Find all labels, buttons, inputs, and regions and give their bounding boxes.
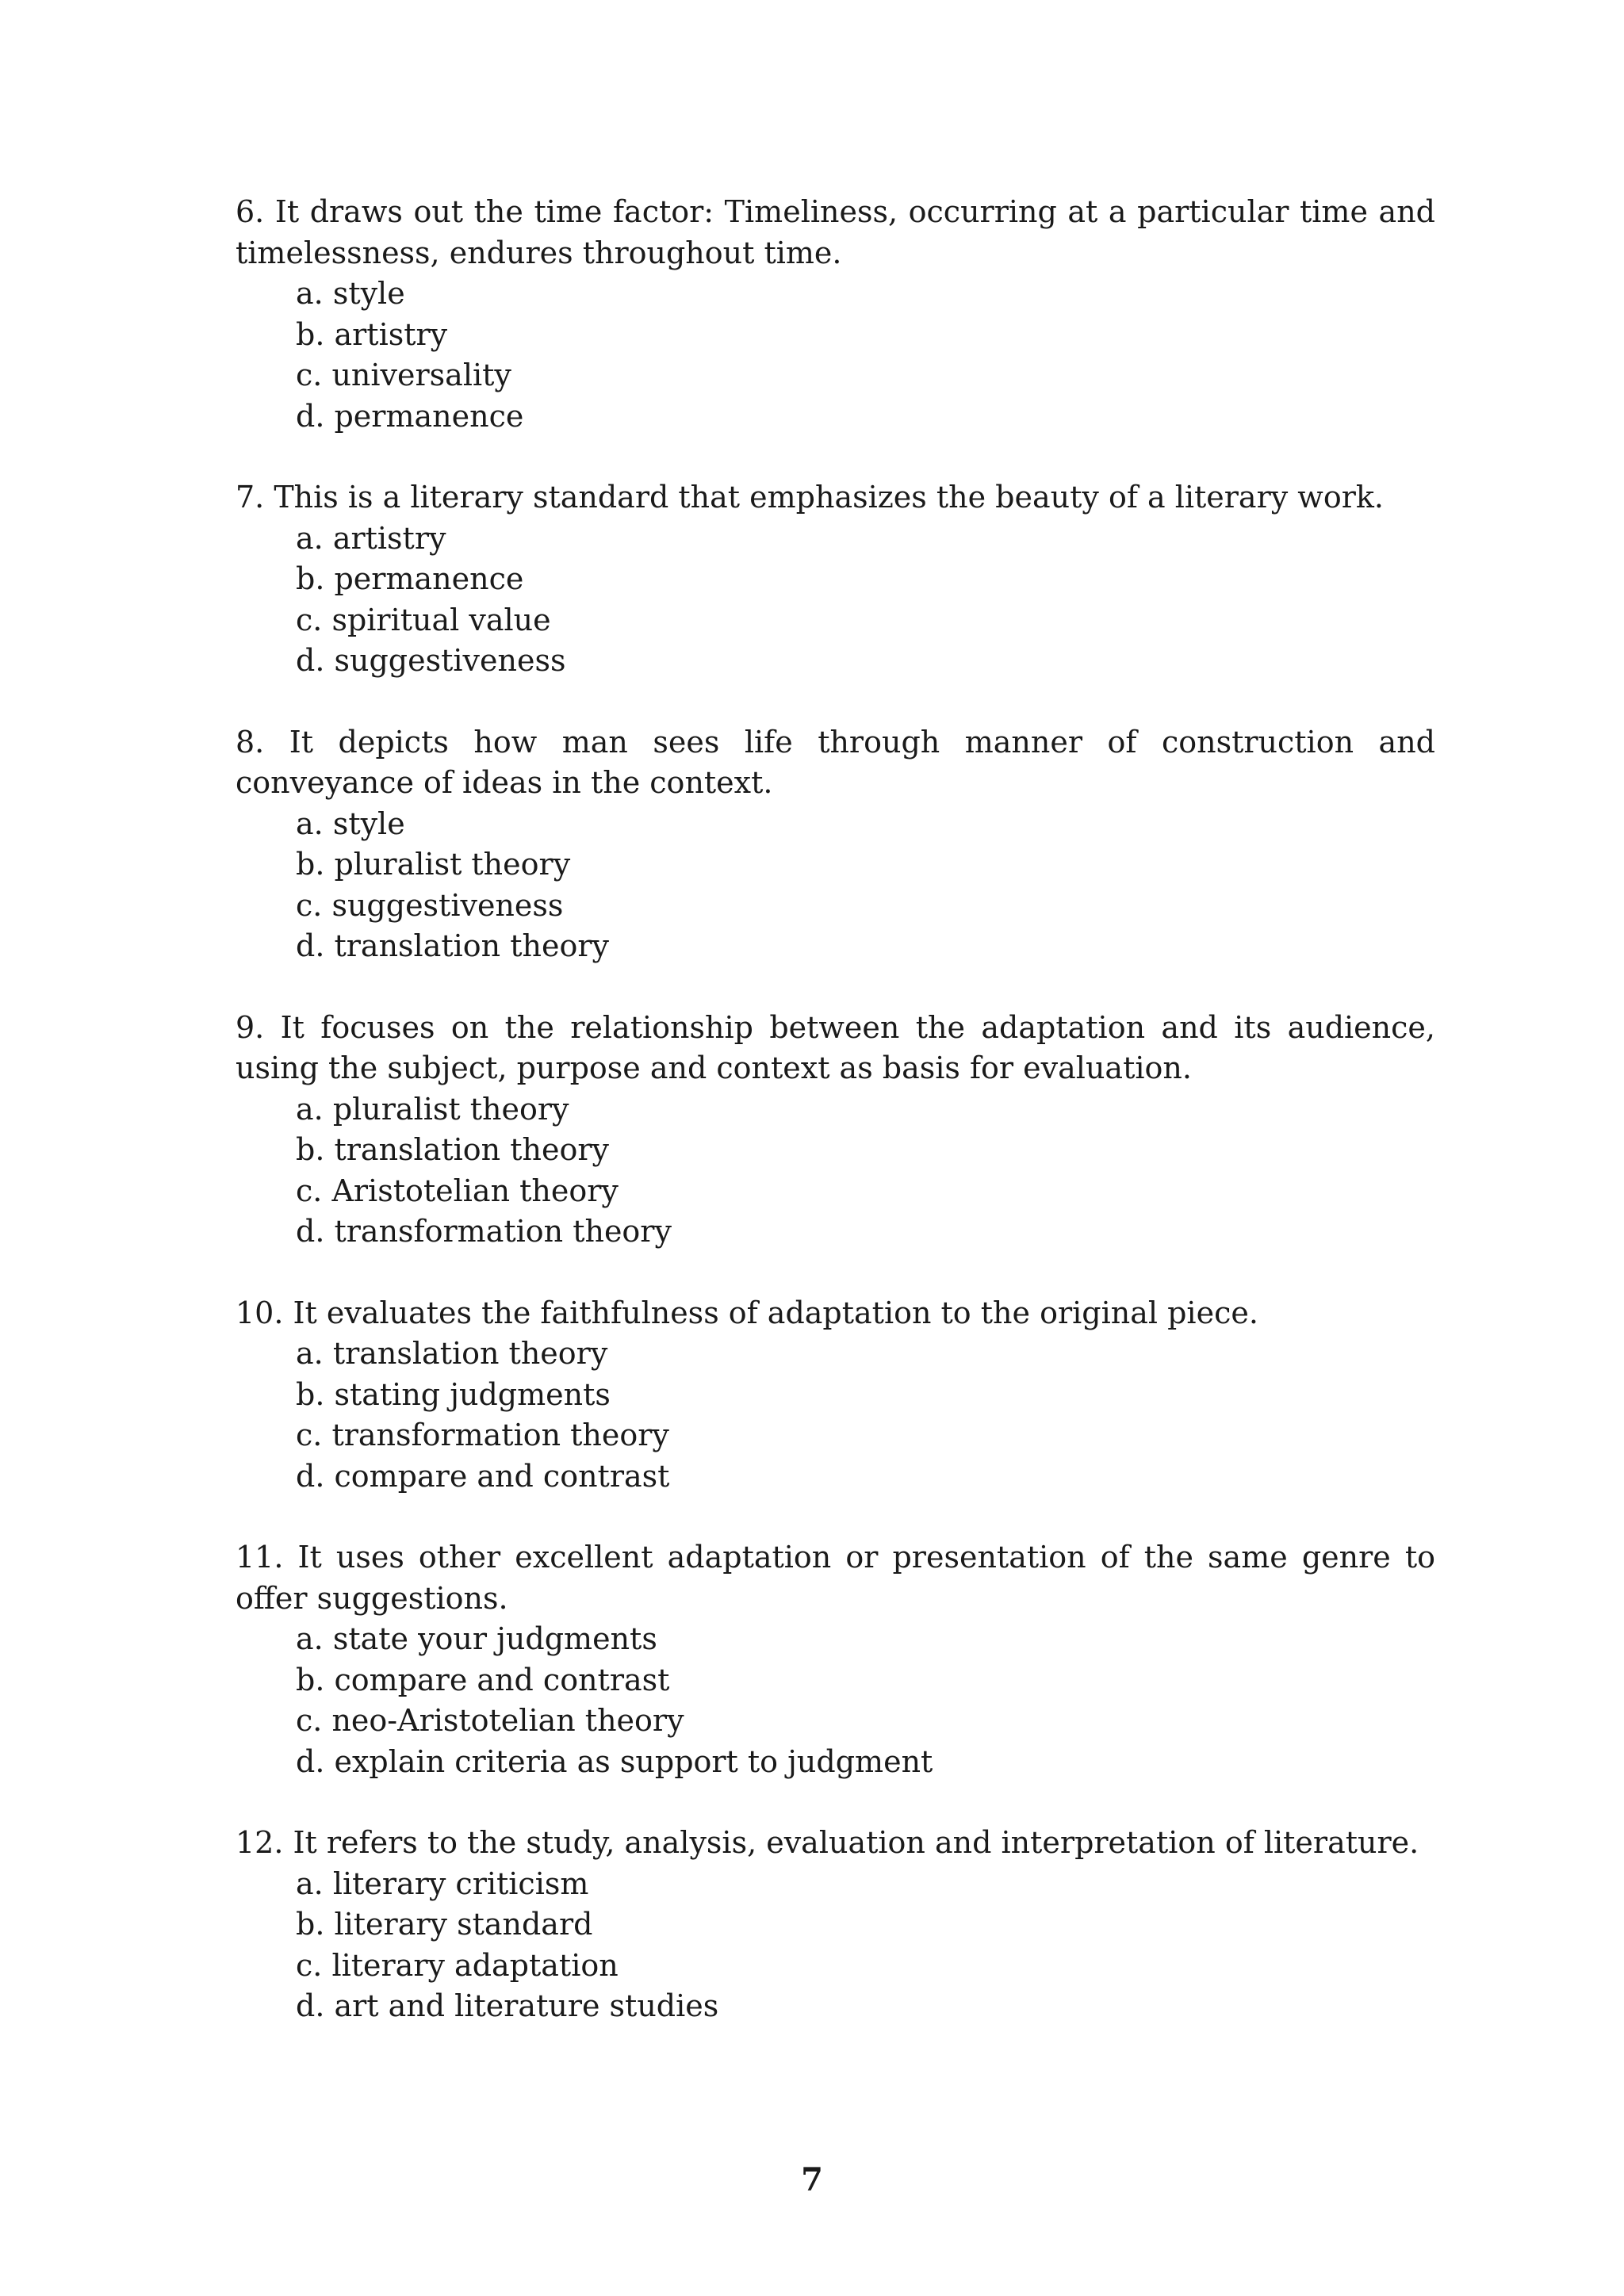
question-7 — [236, 477, 1435, 682]
choice-b: b. artistry — [296, 316, 448, 352]
choice-list — [236, 1864, 1435, 2027]
choice-c: c. universality — [296, 358, 511, 392]
choice-d: d. translation theory — [296, 928, 609, 963]
choice-d: d. permanence — [296, 398, 524, 434]
choice-d: d. explain criteria as support to judgment — [296, 1743, 933, 1779]
choice-c: c. neo-Aristotelian theory — [296, 1703, 684, 1738]
choice-c: c. Aristotelian theory — [296, 1173, 619, 1208]
choice-b: b. pluralist theory — [296, 847, 571, 882]
question-6 — [236, 192, 1435, 437]
question-11 — [236, 1537, 1435, 1782]
choice-a: a. translation theory — [296, 1336, 608, 1371]
choice-d: d. compare and contrast — [296, 1458, 670, 1494]
choice-c: c. literary adaptation — [296, 1947, 619, 1983]
question-8 — [236, 722, 1435, 967]
choice-list — [236, 1619, 1435, 1782]
choice-b: b. literary standard — [296, 1907, 593, 1942]
choice-c: c. suggestiveness — [296, 887, 564, 923]
choice-list — [236, 519, 1435, 682]
choice-b: b. compare and contrast — [296, 1662, 670, 1697]
choice-b: b. stating judgments — [296, 1376, 611, 1412]
choice-a: a. literary criticism — [296, 1866, 589, 1901]
question-12 — [236, 1823, 1435, 2027]
question-stem: 6. It draws out the time factor: Timeliness, occurring at a particular time and timelessness, endures throughout time. — [236, 194, 1435, 270]
choice-list — [236, 1089, 1435, 1253]
choice-list — [236, 804, 1435, 967]
choice-a: a. artistry — [296, 520, 446, 556]
choice-d: d. suggestiveness — [296, 643, 566, 678]
question-list — [236, 192, 1435, 2068]
choice-c: c. transformation theory — [296, 1418, 669, 1452]
choice-list — [236, 274, 1435, 437]
choice-a: a. style — [296, 806, 405, 841]
question-stem: 8. It depicts how man sees life through manner of construction and conveyance of ideas in the context. — [236, 724, 1435, 800]
question-stem: 9. It focuses on the relationship between the adaptation and its audience, using the subject, purpose and context as basis for evaluation. — [236, 1009, 1435, 1085]
choice-a: a. state your judgments — [296, 1621, 657, 1656]
choice-a: a. style — [296, 276, 405, 311]
choice-c: c. spiritual value — [296, 602, 551, 637]
choice-list — [236, 1334, 1435, 1497]
choice-a: a. pluralist theory — [296, 1091, 569, 1127]
choice-d: d. transformation theory — [296, 1214, 672, 1249]
page-number: 7 — [801, 2161, 823, 2198]
choice-b: b. translation theory — [296, 1132, 609, 1167]
question-stem: 10. It evaluates the faithfulness of adaptation to the original piece. — [236, 1295, 1258, 1330]
question-10 — [236, 1293, 1435, 1498]
question-9 — [236, 1008, 1435, 1253]
question-stem: 12. It refers to the study, analysis, evaluation and interpretation of literature. — [236, 1825, 1419, 1860]
choice-d: d. art and literature studies — [296, 1988, 719, 2023]
choice-b: b. permanence — [296, 561, 524, 596]
question-stem: 11. It uses other excellent adaptation or presentation of the same genre to offer suggestions. — [236, 1540, 1435, 1616]
question-stem: 7. This is a literary standard that emphasizes the beauty of a literary work. — [236, 480, 1384, 515]
